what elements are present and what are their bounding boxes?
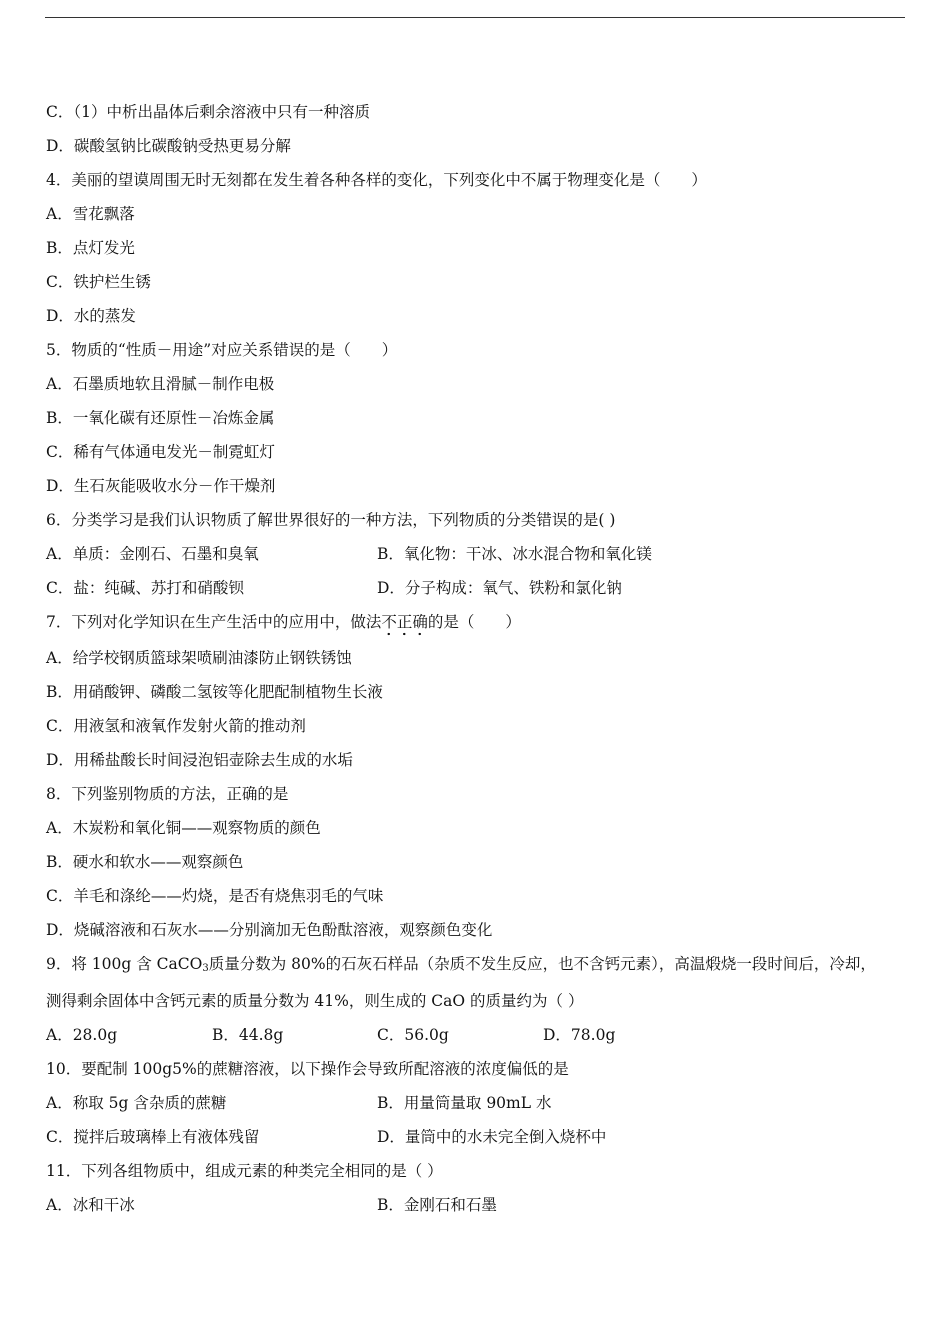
q6-option-b: B．氧化物：干冰、冰水混合物和氧化镁 — [377, 545, 652, 563]
q8-option-a: A．木炭粉和氧化铜——观察物质的颜色 — [46, 819, 321, 837]
q11-option-b: B．金刚石和石墨 — [377, 1196, 497, 1214]
q10-stem: 10．要配制 100g5%的蔗糖溶液，以下操作会导致所配溶液的浓度偏低的是 — [46, 1060, 569, 1078]
q9-option-a: A．28.0g — [46, 1026, 118, 1044]
q6-option-a: A．单质：金刚石、石墨和臭氧 — [46, 545, 259, 563]
q7-option-d: D．用稀盐酸长时间浸泡铝壶除去生成的水垢 — [46, 751, 353, 769]
q9-stem-part1: 9．将 100g 含 CaCO — [46, 955, 203, 973]
q9-stem-part2: 质量分数为 80%的石灰石样品（杂质不发生反应，也不含钙元素），高温煅烧一段时间后，冷却， — [208, 955, 876, 973]
q6-stem: 6．分类学习是我们认识物质了解世界很好的一种方法，下列物质的分类错误的是( ) — [46, 511, 616, 529]
q9-option-c: C．56.0g — [377, 1026, 449, 1044]
q5-option-a: A．石墨质地软且滑腻－制作电极 — [46, 375, 275, 393]
q7-stem-emphasis: 不正确 — [381, 613, 428, 636]
q8-option-b: B．硬水和软水——观察颜色 — [46, 853, 244, 871]
q8-option-c: C．羊毛和涤纶——灼烧，是否有烧焦羽毛的气味 — [46, 887, 384, 905]
q3-option-c: C．（1）中析出晶体后剩余溶液中只有一种溶质 — [46, 103, 370, 121]
q6-option-d: D．分子构成：氧气、铁粉和氯化钠 — [377, 579, 622, 597]
q7-stem-before: 7．下列对化学知识在生产生活中的应用中，做法 — [46, 613, 382, 631]
q7-option-c: C．用液氢和液氧作发射火箭的推动剂 — [46, 717, 306, 735]
q7-stem — [46, 612, 521, 632]
q3-option-d: D．碳酸氢钠比碳酸钠受热更易分解 — [46, 137, 291, 155]
q10-option-c: C．搅拌后玻璃棒上有液体残留 — [46, 1128, 260, 1146]
q4-option-d: D．水的蒸发 — [46, 307, 136, 325]
q10-option-b: B．用量筒量取 90mL 水 — [377, 1094, 552, 1112]
q5-stem: 5．物质的“性质－用途”对应关系错误的是（ ） — [46, 341, 398, 359]
q7-option-a: A．给学校钢质篮球架喷刷油漆防止钢铁锈蚀 — [46, 649, 352, 667]
q8-option-d: D．烧碱溶液和石灰水——分别滴加无色酚酞溶液，观察颜色变化 — [46, 921, 493, 939]
q9-stem-subscript: 3 — [202, 963, 209, 974]
q8-stem: 8．下列鉴别物质的方法，正确的是 — [46, 785, 289, 803]
q4-option-c: C．铁护栏生锈 — [46, 273, 151, 291]
q7-stem-after: 的是（ ） — [427, 613, 521, 631]
q4-option-b: B．点灯发光 — [46, 239, 135, 257]
q5-option-d: D．生石灰能吸收水分－作干燥剂 — [46, 477, 276, 495]
q4-stem: 4．美丽的望谟周围无时无刻都在发生着各种各样的变化，下列变化中不属于物理变化是（ ） — [46, 171, 707, 189]
q10-option-a: A．称取 5g 含杂质的蔗糖 — [46, 1094, 227, 1112]
q11-stem: 11．下列各组物质中，组成元素的种类完全相同的是（ ） — [46, 1162, 443, 1180]
q5-option-c: C．稀有气体通电发光－制霓虹灯 — [46, 443, 275, 461]
q9-stem-line2: 测得剩余固体中含钙元素的质量分数为 41%，则生成的 CaO 的质量约为（ ） — [46, 992, 584, 1010]
q5-option-b: B．一氧化碳有还原性－冶炼金属 — [46, 409, 275, 427]
q7-option-b: B．用硝酸钾、磷酸二氢铵等化肥配制植物生长液 — [46, 683, 383, 701]
q4-option-a: A．雪花飘落 — [46, 205, 135, 223]
q10-option-d: D．量筒中的水未完全倒入烧杯中 — [377, 1128, 607, 1146]
q9-option-d: D．78.0g — [543, 1026, 616, 1044]
q11-option-a: A．冰和干冰 — [46, 1196, 135, 1214]
header-rule — [45, 17, 905, 18]
q9-stem-line1 — [46, 954, 876, 979]
q9-option-b: B．44.8g — [212, 1026, 284, 1044]
q6-option-c: C．盐：纯碱、苏打和硝酸钡 — [46, 579, 244, 597]
